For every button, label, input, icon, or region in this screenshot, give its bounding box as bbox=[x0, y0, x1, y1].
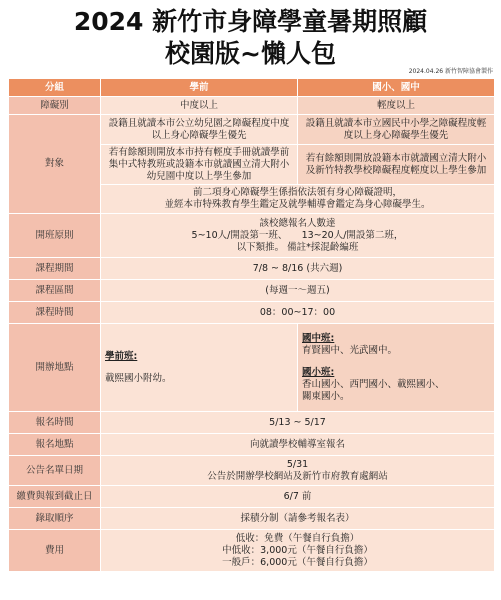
announce-line-2: 公告於開辦學校網站及新竹市府教育處網站 bbox=[207, 470, 388, 482]
location-junior-title: 國中班: bbox=[302, 332, 335, 344]
principle-line-3: 以下類推。 備註*採混齡編班 bbox=[236, 241, 359, 253]
label-target: 對象 bbox=[9, 115, 101, 214]
days-value: (每週一～週五) bbox=[101, 280, 495, 302]
label-period: 課程期間 bbox=[9, 258, 101, 280]
fee-line-3: 一般戶：6,000元（午餐自行負擔） bbox=[222, 556, 373, 568]
location-school bbox=[298, 324, 495, 412]
disability-pre: 中度以上 bbox=[101, 97, 298, 115]
period-value: 7/8 ~ 8/16 (共六週) bbox=[101, 258, 495, 280]
label-time: 課程時間 bbox=[9, 302, 101, 324]
label-fee: 費用 bbox=[9, 530, 101, 572]
label-reg-place: 報名地點 bbox=[9, 434, 101, 456]
fee-line-1: 低收：免費（午餐自行負擔） bbox=[235, 532, 360, 544]
row-order bbox=[9, 508, 495, 530]
row-disability bbox=[9, 97, 495, 115]
reg-place-value: 向就讀學校輔導室報名 bbox=[101, 434, 495, 456]
credit-note: 2024.04.26 新竹智障協會製作 bbox=[408, 68, 493, 75]
reg-time-value: 5/13 ~ 5/17 bbox=[101, 412, 495, 434]
header-row bbox=[9, 79, 495, 97]
target-pre-1: 設籍且就讀本市公立幼兒園之障礙程度中度以上身心障礙學生優先 bbox=[101, 115, 298, 145]
target-note-line-2: 並經本市特殊教育學生鑑定及就學輔導會鑑定為身心障礙學生。 bbox=[164, 199, 431, 210]
row-principle bbox=[9, 214, 495, 258]
location-pre-title: 學前班: bbox=[105, 350, 138, 362]
header-preschool: 學前 bbox=[101, 79, 298, 97]
title-line-1: 2024 新竹市身障學童暑期照顧 bbox=[73, 7, 428, 36]
location-elem-value-1: 香山國小、西門國小、載熙國小、 bbox=[302, 378, 445, 390]
time-value: 08：00~17：00 bbox=[101, 302, 495, 324]
target-school-1: 設籍且就讀本市立國民中小學之障礙程度輕度以上身心障礙學生優先 bbox=[298, 115, 495, 145]
label-principle: 開班原則 bbox=[9, 214, 101, 258]
row-period bbox=[9, 258, 495, 280]
order-value: 採積分制（請參考報名表） bbox=[101, 508, 495, 530]
principle-line-2: 5~10人/開設第一班、 13~20人/開設第二班， bbox=[191, 229, 404, 241]
row-announce bbox=[9, 456, 495, 486]
info-table bbox=[8, 78, 495, 572]
location-elem-title: 國小班: bbox=[302, 366, 335, 378]
deadline-value: 6/7 前 bbox=[101, 486, 495, 508]
principle-line-1: 該校總報名人數達 bbox=[259, 217, 336, 229]
fee-line-2: 中低收：3,000元（午餐自行負擔） bbox=[222, 544, 373, 556]
row-reg-time bbox=[9, 412, 495, 434]
row-location bbox=[9, 324, 495, 412]
target-school-2: 若有餘額則開放設籍本市就讀國立清大附小及新竹特教學校障礙程度輕度以上學生參加 bbox=[298, 145, 495, 185]
location-pre-value: 載熙國小附幼。 bbox=[105, 372, 172, 384]
target-note bbox=[101, 185, 495, 214]
location-junior-value: 育賢國中、光武國中。 bbox=[302, 344, 398, 356]
row-reg-place bbox=[9, 434, 495, 456]
fee-value bbox=[101, 530, 495, 572]
row-deadline bbox=[9, 486, 495, 508]
label-order: 錄取順序 bbox=[9, 508, 101, 530]
header-school: 國小、國中 bbox=[298, 79, 495, 97]
header-group: 分組 bbox=[9, 79, 101, 97]
label-days: 課程區間 bbox=[9, 280, 101, 302]
announce-line-1: 5/31 bbox=[286, 458, 309, 470]
row-fee bbox=[9, 530, 495, 572]
target-pre-2: 若有餘額則開放本市持有輕度手冊就讀學前集中式特教班或設籍本市就讀國立清大附小 幼兒園中度以上學生參加 bbox=[101, 145, 298, 185]
label-disability: 障礙別 bbox=[9, 97, 101, 115]
row-time bbox=[9, 302, 495, 324]
label-deadline: 繳費與報到截止日 bbox=[9, 486, 101, 508]
title-line-2: 校園版~懶人包 bbox=[165, 39, 336, 68]
location-pre bbox=[101, 324, 298, 412]
label-location: 開辦地點 bbox=[9, 324, 101, 412]
row-target-1 bbox=[9, 115, 495, 145]
row-days bbox=[9, 280, 495, 302]
target-note-line-1: 前二項身心障礙學生係指依法領有身心障礙證明， bbox=[192, 187, 402, 198]
label-reg-time: 報名時間 bbox=[9, 412, 101, 434]
location-elem-value-2: 關東國小。 bbox=[302, 390, 350, 402]
announce-value bbox=[101, 456, 495, 486]
label-announce: 公告名單日期 bbox=[9, 456, 101, 486]
disability-school: 輕度以上 bbox=[298, 97, 495, 115]
principle-value bbox=[101, 214, 495, 258]
